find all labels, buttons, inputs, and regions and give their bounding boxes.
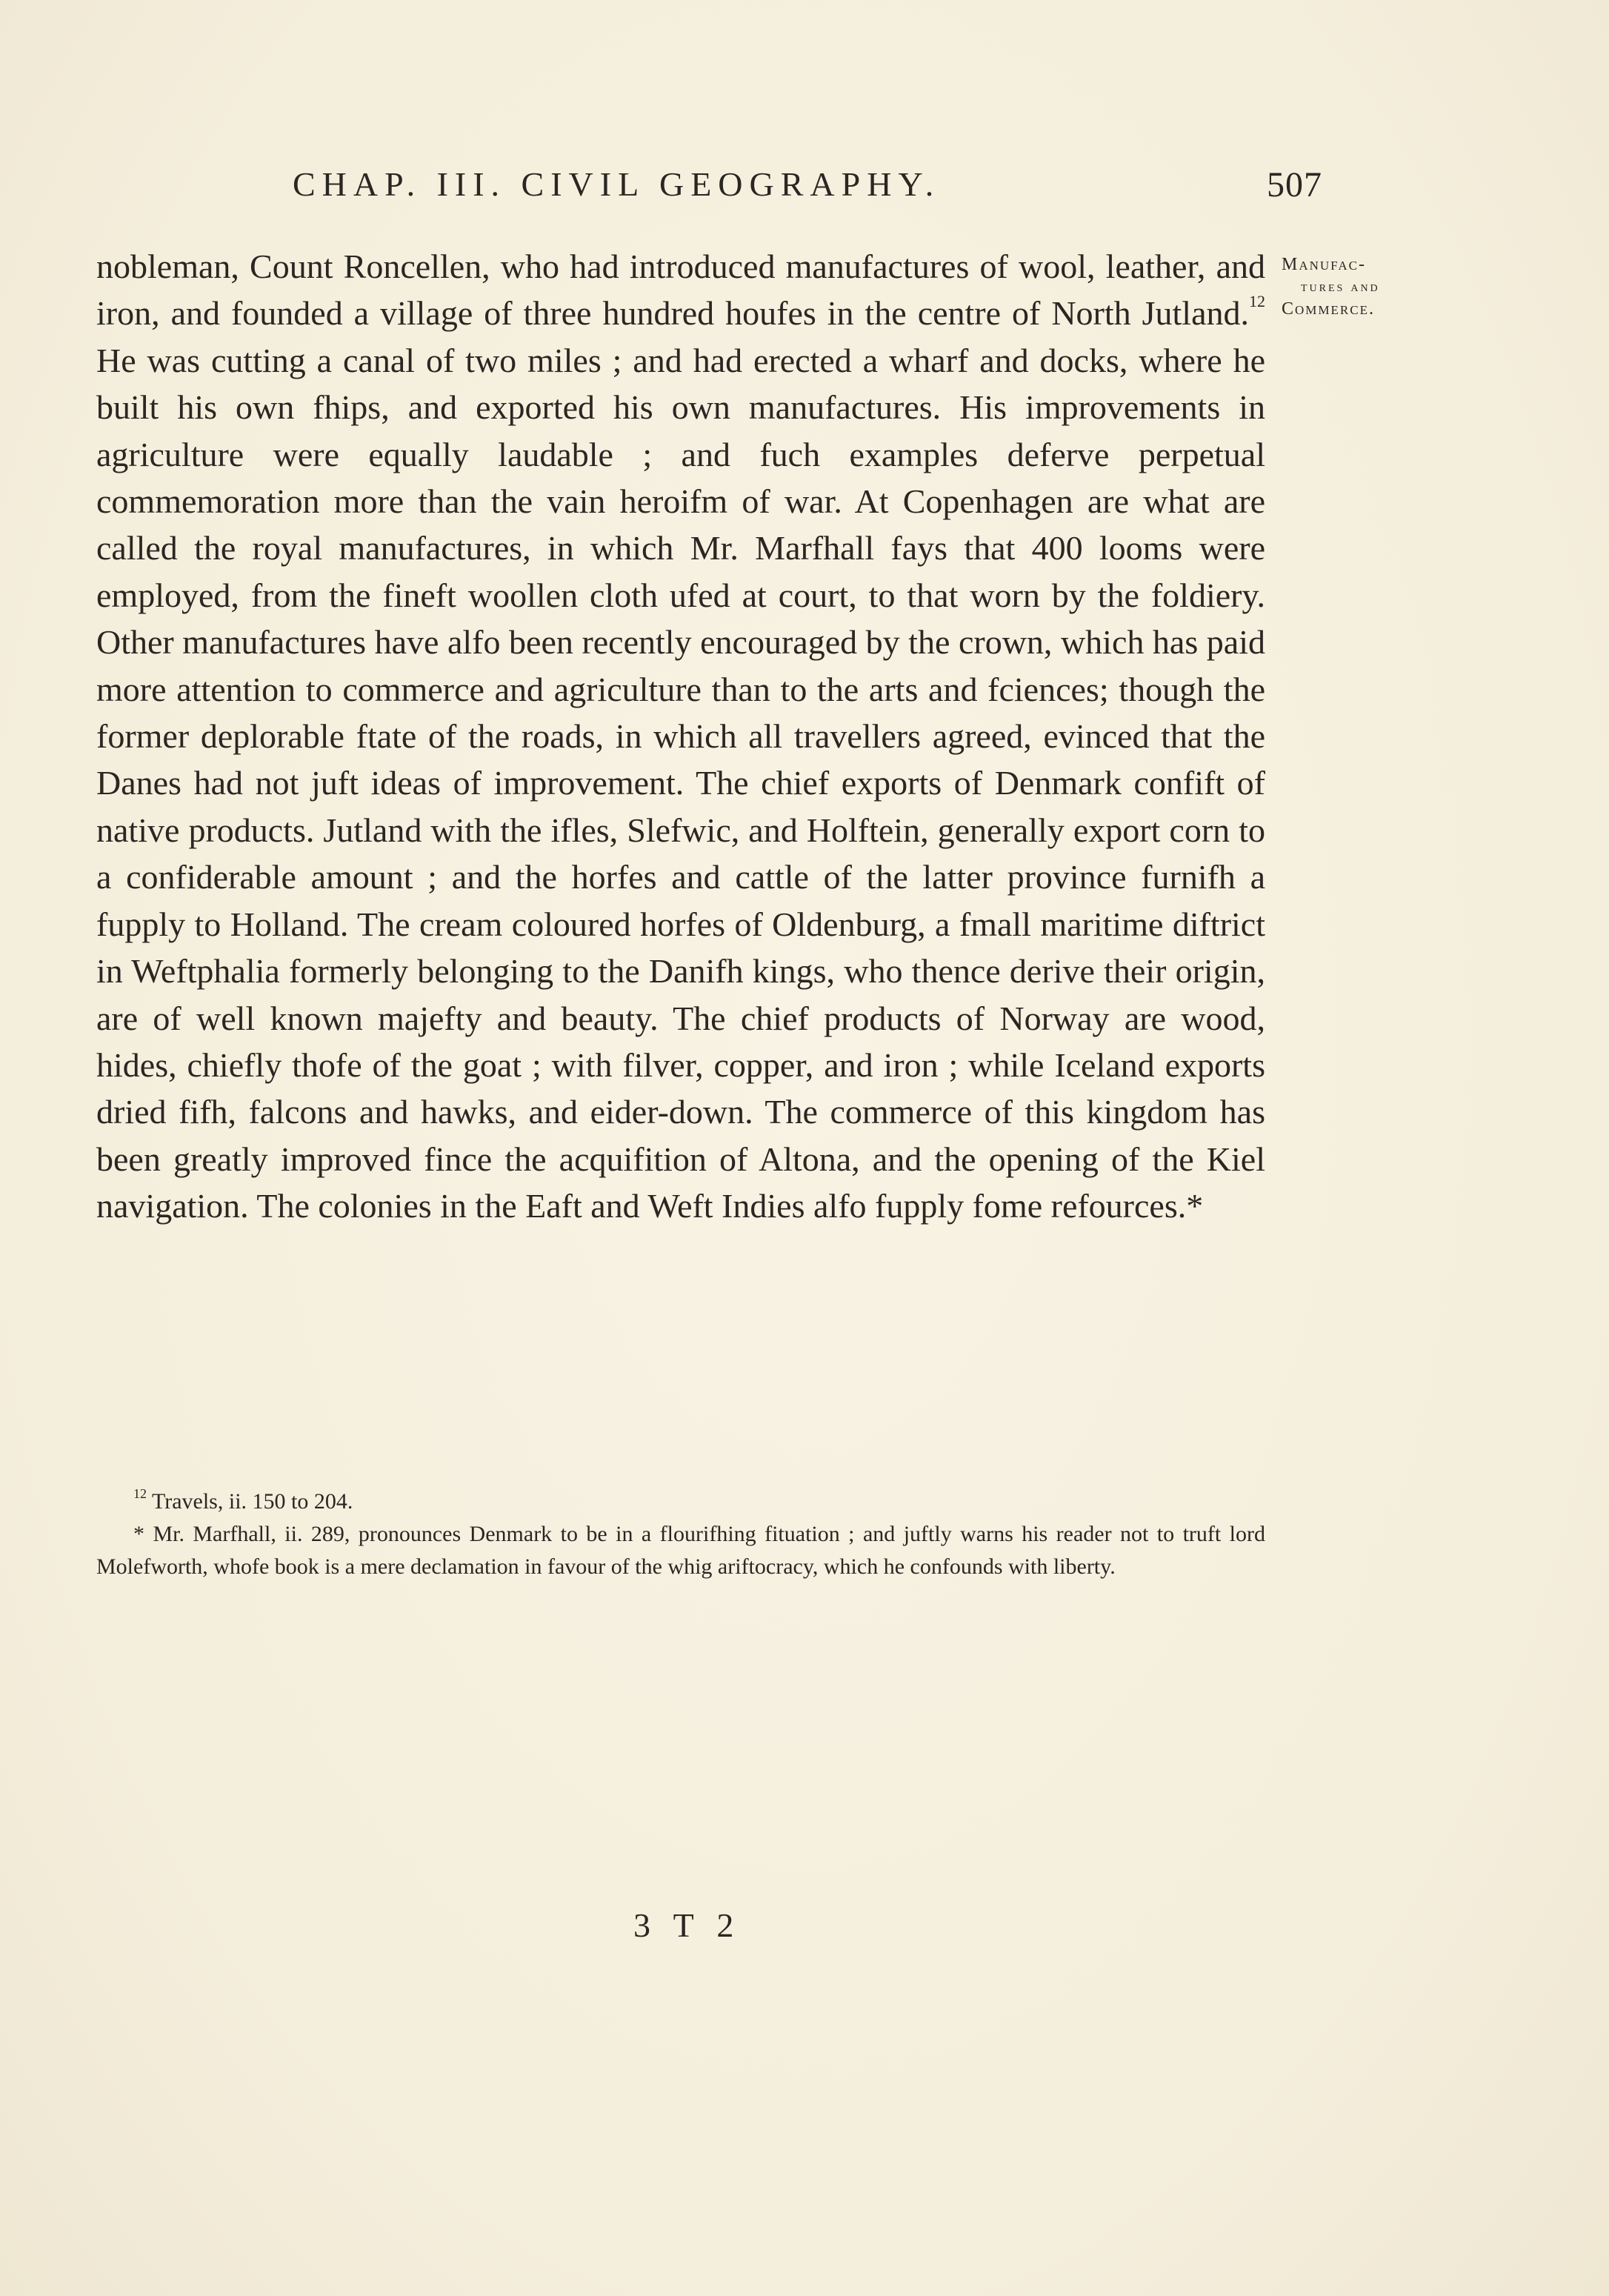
margin-note-line-1: Manufac-: [1282, 255, 1366, 274]
footnote-reference: 12: [1249, 292, 1265, 311]
page-header: [293, 164, 1322, 209]
text-part-1: nobleman, Count Roncellen, who had introduced manufactures of wool, leather, and iron, and founded a village of three hundred houfes in the centre of North Jutland.: [96, 247, 1265, 333]
signature-mark: 3 T 2: [633, 1906, 742, 1944]
text-part-2: He was cutting a canal of two miles ; and had erected a wharf and docks, where he built his own fhips, and exported his own manufactures. His improvements in agriculture were equally laudable ; and fuch examples deferve perpetual commemoration more than the vain heroifm of war. At Copenhagen are what are called the royal manufactures, in which Mr. Marfhall fays that 400 looms were employed, from the fineft woollen cloth ufed at court, to that worn by the foldiery. Other manufactures have alfo been recently encouraged by the crown, which has paid more attention to commerce and agriculture than to the arts and fciences; though the former deplorable ftate of the roads, in which all travellers agreed, evinced that the Danes had not juft ideas of improvement. The chief exports of Denmark confift of native products. Jutland with the ifles, Slefwic, and Holftein, generally export corn to a confiderable amount ; and the horfes and cattle of the latter province furnifh a fupply to Holland. The cream coloured horfes of Oldenburg, a fmall maritime diftrict in Weftphalia formerly belonging to the Danifh kings, who thence derive their origin, are of well known majefty and beauty. The chief products of Norway are wood, hides, chiefly thofe of the goat ; with filver, copper, and iron ; while Iceland exports dried fifh, falcons and hawks, and eider-down. The commerce of this kingdom has been greatly improved fince the acquifition of Altona, and the opening of the Kiel navigation. The colonies in the Eaft and Weft Indies alfo fupply fome refources.*: [96, 341, 1265, 1225]
footnote-12: [96, 1485, 1265, 1518]
footnote-asterisk: * Mr. Marfhall, ii. 289, pronounces Denmark to be in a flourifhing fituation ; and juftly warns his reader not to truft lord Molefworth, whofe book is a mere declamation in favour of the whig ariftocracy, which he confounds with liberty.: [96, 1522, 1265, 1579]
running-head: CHAP. III. CIVIL GEOGRAPHY.: [293, 165, 941, 203]
footnote-mark: 12: [133, 1486, 147, 1501]
page-number: 507: [1267, 165, 1322, 204]
footnotes: [96, 1485, 1265, 1583]
margin-note: [1282, 253, 1467, 320]
footnote-12-text: Travels, ii. 150 to 204.: [147, 1489, 353, 1514]
margin-note-line-2: tures and: [1301, 279, 1380, 295]
main-paragraph: [96, 243, 1265, 1230]
main-text: [96, 243, 1265, 1230]
margin-note-line-3: Commerce.: [1282, 299, 1375, 319]
